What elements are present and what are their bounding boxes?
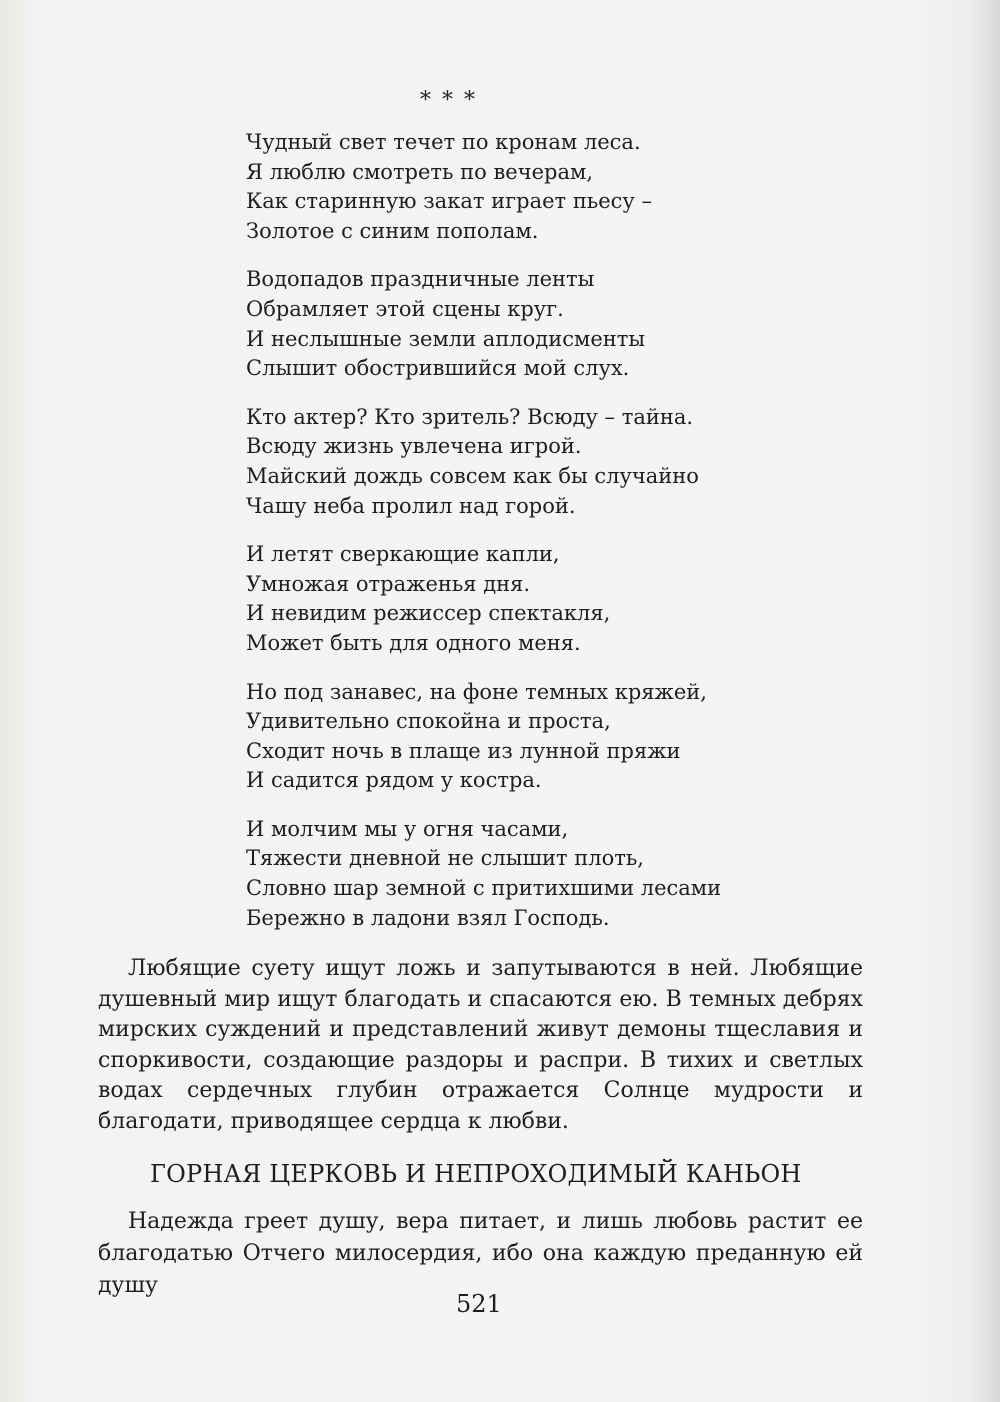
- poem-line: Удивительно спокойна и проста,: [246, 709, 611, 734]
- poem-line: Я люблю смотреть по вечерам,: [246, 159, 594, 184]
- poem-line: Словно шар земной с притихшими лесами: [246, 876, 722, 901]
- poem-line: Кто актер? Кто зритель? Всюду – тайна.: [246, 404, 694, 429]
- poem: [246, 128, 886, 952]
- poem-stanza-2: [246, 265, 886, 383]
- body-paragraph: Любящие суету ищут ложь и запутываются в ней. Любящие душевный мир ищут благодать и спасаются ею. В темных дебрях мирских суждений и представлений живут демоны тщеславия и споркивости, создающие раздоры и распри. В тихих и светлых водах сердечных глубин отражается Солнце мудрости и благодати, приводящее сердца к любви.: [98, 956, 863, 1134]
- body-paragraph: Надежда греет душу, вера питает, и лишь любовь растит ее благодатью Отчего милосердия, ибо она каждую преданную ей душу: [98, 1209, 863, 1298]
- poem-line: И молчим мы у огня часами,: [246, 816, 569, 841]
- poem-line: Может быть для одного меня.: [246, 630, 581, 655]
- section-separator: * * *: [420, 88, 477, 113]
- poem-stanza-4: [246, 540, 886, 658]
- poem-line: Чашу неба пролил над горой.: [246, 493, 576, 518]
- poem-stanza-5: [246, 678, 886, 796]
- poem-line: Но под занавес, на фоне темных кряжей,: [246, 679, 707, 704]
- poem-line: И невидим режиссер спектакля,: [246, 601, 611, 626]
- poem-line: Слышит обострившийся мой слух.: [246, 356, 630, 381]
- poem-line: Как старинную закат играет пьесу –: [246, 189, 652, 214]
- poem-stanza-1: [246, 128, 886, 246]
- poem-stanza-3: [246, 403, 886, 521]
- poem-line: Водопадов праздничные ленты: [246, 267, 595, 292]
- page-number: 521: [456, 1290, 502, 1318]
- poem-stanza-6: [246, 815, 886, 933]
- poem-line: Тяжести дневной не слышит плоть,: [246, 846, 644, 871]
- poem-line: Майский дождь совсем как бы случайно: [246, 463, 699, 488]
- poem-line: Бережно в ладони взял Господь.: [246, 905, 610, 930]
- poem-line: И летят сверкающие капли,: [246, 542, 560, 567]
- poem-line: Золотое с синим пополам.: [246, 218, 539, 243]
- poem-line: Сходит ночь в плаще из лунной пряжи: [246, 738, 681, 763]
- poem-line: И неслышные земли аплодисменты: [246, 326, 646, 351]
- poem-line: Чудный свет течет по кронам леса.: [246, 130, 641, 154]
- section-heading: ГОРНАЯ ЦЕРКОВЬ И НЕПРОХОДИМЫЙ КАНЬОН: [150, 1160, 802, 1188]
- poem-line: Обрамляет этой сцены круг.: [246, 296, 564, 321]
- poem-line: Умножая отраженья дня.: [246, 571, 531, 596]
- poem-line: И садится рядом у костра.: [246, 768, 542, 793]
- poem-line: Всюду жизнь увлечена игрой.: [246, 434, 582, 459]
